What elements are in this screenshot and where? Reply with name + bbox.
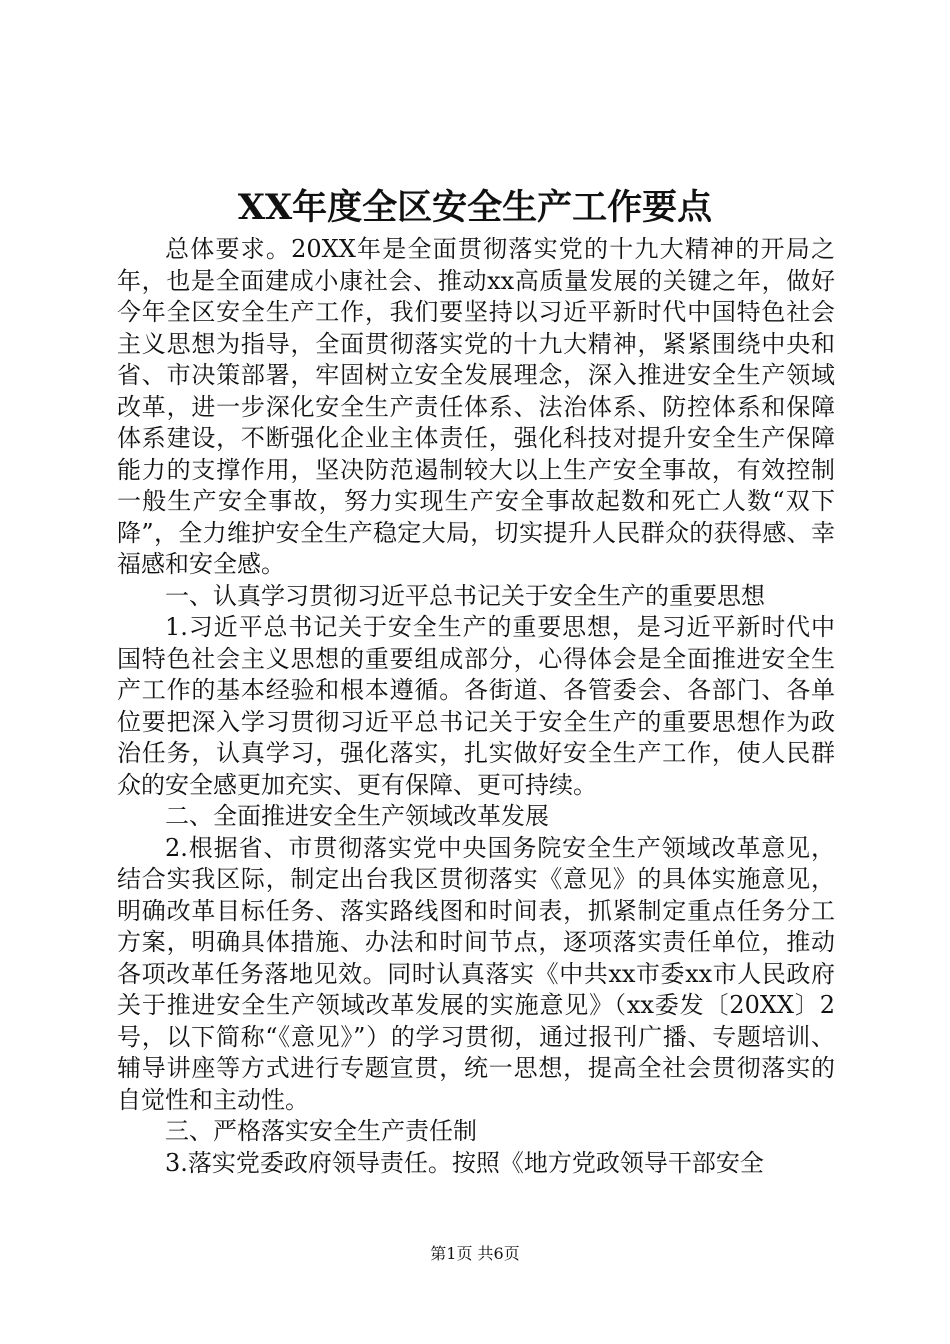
paragraph-item-3: 3.落实党委政府领导责任。按照《地方党政领导干部安全 xyxy=(165,1148,764,1177)
paragraph-general-requirements: 总体要求。20XX年是全面贯彻落实党的十九大精神的开局之年，也是全面建成小康社会、推动xx高质量发展的关键之年，做好今年全区安全生产工作，我们要坚持以习近平新时代中国特色社会主义思想为指导，全面贯彻落实党的十九大精神，紧紧围绕中央和省、市决策部署，牢固树立安全发展理念，深入推进安全生产领域改革，进一步深化安全生产责任体系、法治体系、防控体系和保障体系建设，不断强化企业主体责任，强化科技对提升安全生产保障能力的支撑作用，坚决防范遏制较大以上生产安全事故，有效控制一般生产安全事故，努力实现生产安全事故起数和死亡人数“双下降”，全力维护安全生产稳定大局，切实提升人民群众的获得感、幸福感和安全感。 xyxy=(117,235,835,578)
document-body xyxy=(117,234,835,1179)
paragraph-item-2: 2.根据省、市贯彻落实党中央国务院安全生产领域改革意见，结合实我区际，制定出台我区贯彻落实《意见》的具体实施意见，明确改革目标任务、落实路线图和时间表，抓紧制定重点任务分工方案，明确具体措施、办法和时间节点，逐项落实责任单位，推动各项改革任务落地见效。同时认真落实《中共xx市委xx市人民政府关于推进安全生产领域改革发展的实施意见》（xx委发〔20XX〕2号，以下简称“《意见》”）的学习贯彻，通过报刊广播、专题培训、辅导讲座等方式进行专题宣贯，统一思想，提高全社会贯彻落实的自觉性和主动性。 xyxy=(117,833,835,1114)
section-heading-2: 二、全面推进安全生产领域改革发展 xyxy=(165,802,549,830)
section-heading-1: 一、认真学习贯彻习近平总书记关于安全生产的重要思想 xyxy=(165,581,765,610)
document-title: XX年度全区安全生产工作要点 xyxy=(237,187,713,228)
paragraph-item-1: 1.习近平总书记关于安全生产的重要思想，是习近平新时代中国特色社会主义思想的重要组成部分，心得体会是全面推进安全生产工作的基本经验和根本遵循。各街道、各管委会、各部门、各单位要把深入学习贯彻习近平总书记关于安全生产的重要思想作为政治任务，认真学习，强化落实，扎实做好安全生产工作，使人民群众的安全感更加充实、更有保障、更可持续。 xyxy=(117,613,835,799)
section-heading-3: 三、严格落实安全生产责任制 xyxy=(165,1117,477,1145)
page-footer: 第1页 共6页 xyxy=(430,1244,520,1263)
